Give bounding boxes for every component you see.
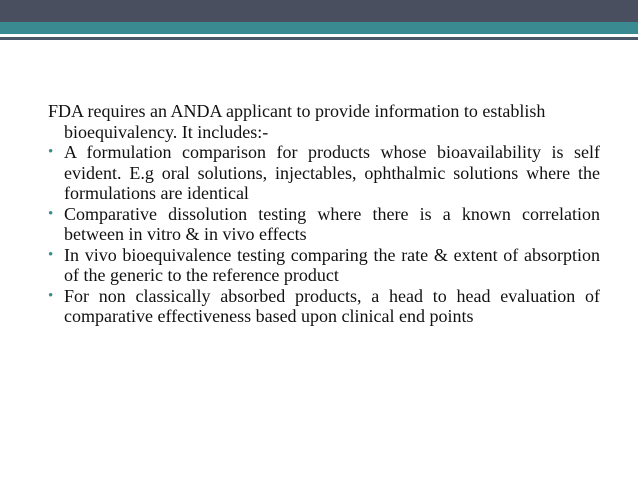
intro-text: FDA requires an ANDA applicant to provide information to establish bioequivalency. It includes:- (48, 101, 546, 142)
bullet-icon: • (48, 287, 54, 304)
bullet-icon: • (48, 144, 54, 160)
bullet-icon: • (48, 205, 54, 222)
bullet-item-in-vivo (48, 245, 600, 286)
bullet-text: A formulation comparison for products whose bioavailability is self evident. E.g oral solutions, injectables, ophthalmic solutions where the formulations are identical (64, 142, 600, 203)
bullet-icon: • (48, 246, 54, 263)
bullet-text: For non classically absorbed products, a head to head evaluation of comparative effectiveness based upon clinical end points (64, 285, 600, 326)
bullet-item-clinical (48, 286, 600, 327)
bullet-text: Comparative dissolution testing where there is a known correlation between in vitro & in vivo effects (64, 203, 600, 244)
header-bar (0, 0, 638, 22)
bullet-item-formulation (48, 142, 600, 204)
bullet-text: In vivo bioequivalence testing comparing the rate & extent of absorption of the generic to the reference product (64, 244, 600, 285)
bullet-list (48, 142, 600, 327)
slide-body (48, 101, 600, 327)
accent-stripe (0, 22, 638, 34)
header-divider-line (0, 37, 638, 40)
bullet-item-dissolution (48, 204, 600, 245)
